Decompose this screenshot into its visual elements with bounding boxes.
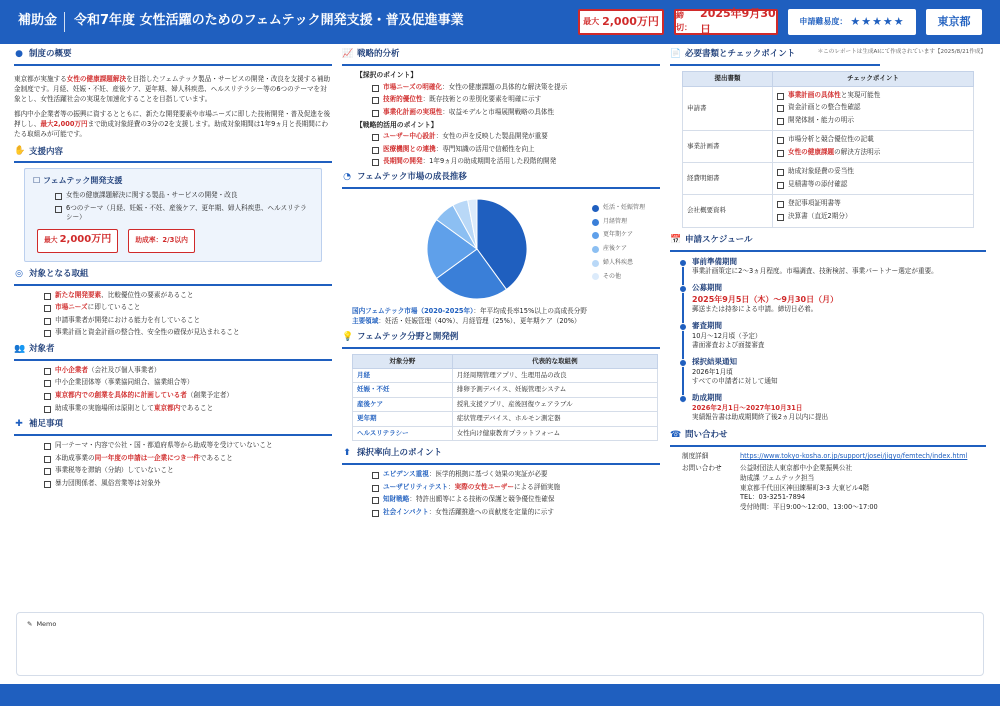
table-header: 代表的な取組例 — [452, 354, 657, 368]
section-market — [342, 171, 660, 189]
section-title: 戦略的分析 — [357, 49, 400, 60]
header-bar — [0, 0, 1000, 44]
memo-label: Memo — [36, 620, 57, 628]
subsidy-rate-chip: 助成率：2/3以内 — [128, 229, 195, 253]
legend-label: 産後ケア — [603, 245, 628, 253]
pie-chart-icon: ◔ — [343, 172, 351, 183]
section-support — [14, 145, 332, 163]
legend-item — [592, 204, 645, 213]
table-row: 更年期 症状管理デバイス、ホルモン測定器 — [353, 412, 658, 426]
note-item: 暴力団関係者、風俗営業等は対象外 — [44, 479, 332, 489]
left-column — [14, 48, 332, 491]
timeline-dot — [679, 259, 687, 267]
plus-icon: ✚ — [15, 419, 23, 430]
support-item: 6つのテーマ（月経、妊娠・不妊、産後ケア、更年期、婦人科疾患、ヘルスリテラシー） — [55, 204, 313, 223]
support-box-title: ☐ フェムテック開発支援 — [33, 176, 123, 186]
adopt-heading: 【採択のポイント】 — [356, 71, 418, 80]
table-row: 経費明細書 助成対象経費の妥当性 見積書等の添付確認 — [683, 163, 974, 195]
legend-swatch — [592, 246, 599, 253]
page-title: 令和7年度 女性活躍のためのフェムテック開発支援・普及促進事業 — [74, 13, 464, 28]
overview-paragraph-2: 都内中小企業者等の振興に資するとともに、新たな開発要素や市場ニーズに即した技術開発・普及促進を後押しし、最大2,000万円まで助成対象経費の3分の2を支援します。助成対象期間は1年9ヵ月と長期間にわたる取組みが可能です。 — [14, 109, 331, 139]
legend-swatch — [592, 232, 599, 239]
users-icon: 👥 — [14, 343, 26, 354]
contact-row: お問い合わせ 公益財団法人東京都中小企業振興公社 助成課 フェムテック担当 東京都千代田区神田練塀町3-3 大東ビル4階 TEL：03-3251-7894 受付時間：平日9:00〜12:00、13:00〜17:00 — [682, 464, 878, 511]
use-item: 長期間の開発：1年9ヵ月の助成期間を活用した段階的開発 — [372, 157, 660, 167]
legend-label: 妊活・妊娠管理 — [603, 204, 646, 212]
legend-label: 更年期ケア — [603, 231, 634, 239]
timeline-item: 助成期間 2026年2月1日〜2027年10月31日 実績報告書は助成期間終了後2ヵ月以内に提出 — [692, 393, 986, 423]
table-row: 会社概要資料 登記事項証明書等 決算書（直近2期分） — [683, 195, 974, 227]
right-column — [670, 48, 986, 515]
section-notes — [14, 418, 332, 436]
phone-icon: ☎ — [670, 429, 682, 440]
table-row: 産後ケア 授乳支援アプリ、産後回復ウェアラブル — [353, 397, 658, 411]
table-header: チェックポイント — [773, 72, 974, 86]
section-title: フェムテック市場の成長推移 — [357, 172, 467, 183]
section-title: 対象となる取組 — [29, 269, 89, 279]
timeline-item: 公募期間 2025年9月5日（木）〜9月30日（月） 郵送または持参による申請。締切日必着。 — [692, 283, 986, 315]
max-amount-value: 2,000万円 — [602, 15, 659, 29]
legend-item — [592, 231, 645, 240]
improve-item: ユーザビリティテスト：実際の女性ユーザーによる評価実施 — [372, 483, 660, 493]
difficulty-label: 申請難易度： — [799, 17, 848, 27]
section-contact — [670, 429, 986, 447]
target-item: 中小企業者（会社及び個人事業者） — [44, 366, 332, 376]
target-icon: ◎ — [15, 268, 23, 279]
chart-line-icon: 📈 — [342, 49, 354, 59]
region-badge: 東京都 — [926, 9, 982, 35]
section-title: 問い合わせ — [685, 430, 728, 441]
target-item: 中小企業団体等（事業協同組合、協業組合等） — [44, 378, 332, 388]
max-amount-badge — [578, 9, 664, 35]
market-pie-chart — [422, 194, 532, 304]
section-title: フェムテック分野と開発例 — [357, 331, 459, 342]
detail-link[interactable]: https://www.tokyo-kosha.or.jp/support/josei/jigyo/femtech/index.html — [740, 451, 968, 460]
document-icon: 📄 — [670, 49, 682, 60]
section-title: 制度の概要 — [29, 49, 72, 60]
section-improve — [342, 447, 660, 465]
max-amount-chip: 最大 2,000万円 — [37, 229, 118, 253]
schedule-timeline — [678, 257, 986, 423]
fields-table — [352, 354, 658, 442]
footer-bar — [0, 684, 1000, 706]
market-chart-area — [342, 194, 660, 306]
legend-item — [592, 218, 645, 227]
timeline-dot — [679, 323, 687, 331]
table-row: 月経 月経周期管理アプリ、生理用品の改良 — [353, 368, 658, 382]
table-header: 提出書類 — [683, 72, 773, 86]
header-divider — [64, 12, 65, 32]
improve-item: 知財戦略：特許出願等による技術の保護と競争優位性確保 — [372, 495, 660, 505]
legend-label: その他 — [603, 272, 622, 280]
section-target — [14, 343, 332, 361]
deadline-label: 締切： — [676, 11, 692, 32]
table-row: ヘルスリテラシー 女性向け健康教育プラットフォーム — [353, 426, 658, 440]
improve-item: エビデンス重視：医学的根拠に基づく効果の実証が必要 — [372, 470, 660, 480]
memo-area[interactable] — [16, 612, 984, 676]
generated-note: ＊このレポートは生成AIにて作成されています【2025/8/21作成】 — [817, 49, 986, 55]
section-title: 対象者 — [29, 344, 55, 355]
note-item: 同一テーマ・内容で公社・国・都道府県等から助成等を受けていないこと — [44, 441, 332, 451]
timeline-dot — [679, 359, 687, 367]
use-item: ユーザー中心設計：女性の声を反映した製品開発が重要 — [372, 132, 660, 142]
use-item: 医療機関との連携：専門知識の活用で信頼性を向上 — [372, 145, 660, 155]
timeline-item: 審査期間 10月〜12月頃（予定） 書面審査および面接審査 — [692, 321, 986, 351]
eligible-item: 申請事業者が開発における能力を有していること — [44, 316, 332, 326]
target-item: 東京都内での創業を具体的に計画している者（創業予定者） — [44, 391, 332, 401]
table-row: 申請書 事業計画の具体性と実現可能性 資金計画との整合性確認 開発体制・能力の明示 — [683, 86, 974, 131]
support-item: 女性の健康課題解決に関する製品・サービスの開発・改良 — [55, 191, 313, 201]
arrow-up-icon: ⬆ — [343, 448, 351, 459]
handshake-icon: ✋ — [14, 146, 26, 157]
section-schedule — [670, 234, 986, 252]
info-icon: ● — [15, 49, 23, 59]
section-title: 必要書類とチェックポイント — [685, 49, 796, 60]
adopt-item: 市場ニーズの明確化：女性の健康課題の具体的な解決策を提示 — [372, 83, 660, 93]
improve-item: 社会インパクト：女性活躍推進への貢献度を定量的に示す — [372, 508, 660, 518]
lightbulb-icon: 💡 — [342, 331, 354, 342]
section-overview — [14, 48, 332, 66]
timeline-line — [682, 261, 684, 403]
adopt-item: 技術的優位性：既存技術との差別化要素を明確に示す — [372, 95, 660, 105]
timeline-item: 事前準備期間 事業計画策定に2〜3ヵ月程度。市場調査、技術検討、事業パートナー選定が重要。 — [692, 257, 986, 277]
target-item: 助成事業の実施場所は原則として東京都内であること — [44, 404, 332, 414]
section-title: 支援内容 — [29, 146, 64, 157]
category-tag: 補助金 — [18, 13, 58, 28]
pencil-icon: ✎ — [27, 620, 33, 628]
legend-label: 月経管理 — [603, 217, 628, 225]
contact-row: 制度詳細 https://www.tokyo-kosha.or.jp/support/josei/jigyo/femtech/index.html — [682, 451, 968, 460]
star-icon: ★★★★★ — [850, 15, 905, 29]
max-amount-label: 最大 — [583, 17, 600, 27]
eligible-item: 新たな開発要素、比較優位性の要素があること — [44, 291, 332, 301]
timeline-item: 採択結果通知 2026年1月頃 すべての申請者に対して通知 — [692, 357, 986, 387]
section-strategy — [342, 48, 660, 66]
timeline-dot — [679, 395, 687, 403]
legend-swatch — [592, 219, 599, 226]
eligible-item: 事業計画と資金計画の整合性、安全性の確保が見込まれること — [44, 328, 332, 338]
table-header: 対象分野 — [353, 354, 453, 368]
legend-label: 婦人科疾患 — [603, 258, 634, 266]
legend-swatch — [592, 273, 599, 280]
deadline-value: 2025年9月30日 — [700, 7, 776, 36]
section-eligible-projects — [14, 268, 332, 286]
market-caption-2: 主要領域：妊活・妊娠管理（40%）、月経管理（25%）、更年期ケア（20%） — [352, 317, 581, 326]
legend-item — [592, 273, 645, 282]
note-item: 事業税等を滞納（分納）していないこと — [44, 466, 332, 476]
note-item: 本助成事業の同一年度の申請は一企業につき一件であること — [44, 454, 332, 464]
support-box — [24, 168, 322, 261]
section-title: 採択率向上のポイント — [357, 448, 443, 459]
adopt-item: 事業化計画の実現性：収益モデルと市場展開戦略の具体性 — [372, 108, 660, 118]
section-fields — [342, 331, 660, 349]
legend-swatch — [592, 205, 599, 212]
legend-swatch — [592, 260, 599, 267]
table-row: 事業計画書 市場分析と競合優位性の記載 女性の健康課題の解決方法明示 — [683, 131, 974, 163]
legend-item — [592, 259, 645, 268]
section-title: 申請スケジュール — [685, 234, 753, 245]
middle-column — [342, 48, 660, 520]
eligible-item: 市場ニーズに即していること — [44, 303, 332, 313]
timeline-dot — [679, 285, 687, 293]
overview-paragraph-1: 東京都が実施する女性の健康課題解決を目指したフェムテック製品・サービスの開発・改良を支援する補助金制度です。月経、妊娠・不妊、産後ケア、更年期、婦人科疾患、ヘルスリテラシー等の6つのテーマを対象とし、女性活躍社会の実現を加速化することを目指しています。 — [14, 75, 331, 104]
calendar-icon: 📅 — [670, 234, 682, 245]
docs-table — [682, 71, 974, 227]
legend-item — [592, 245, 645, 254]
market-caption-1: 国内フェムテック市場（2020-2025年）：年平均成長率15%以上の高成長分野 — [352, 307, 587, 316]
section-title: 補足事項 — [29, 419, 64, 430]
table-row: 妊娠・不妊 排卵予測デバイス、妊娠管理システム — [353, 383, 658, 397]
pie-legend — [592, 204, 645, 286]
use-heading: 【戦略的活用のポイント】 — [356, 120, 438, 129]
contact-block — [682, 452, 986, 512]
deadline-badge — [674, 9, 778, 35]
difficulty-badge — [788, 9, 916, 35]
